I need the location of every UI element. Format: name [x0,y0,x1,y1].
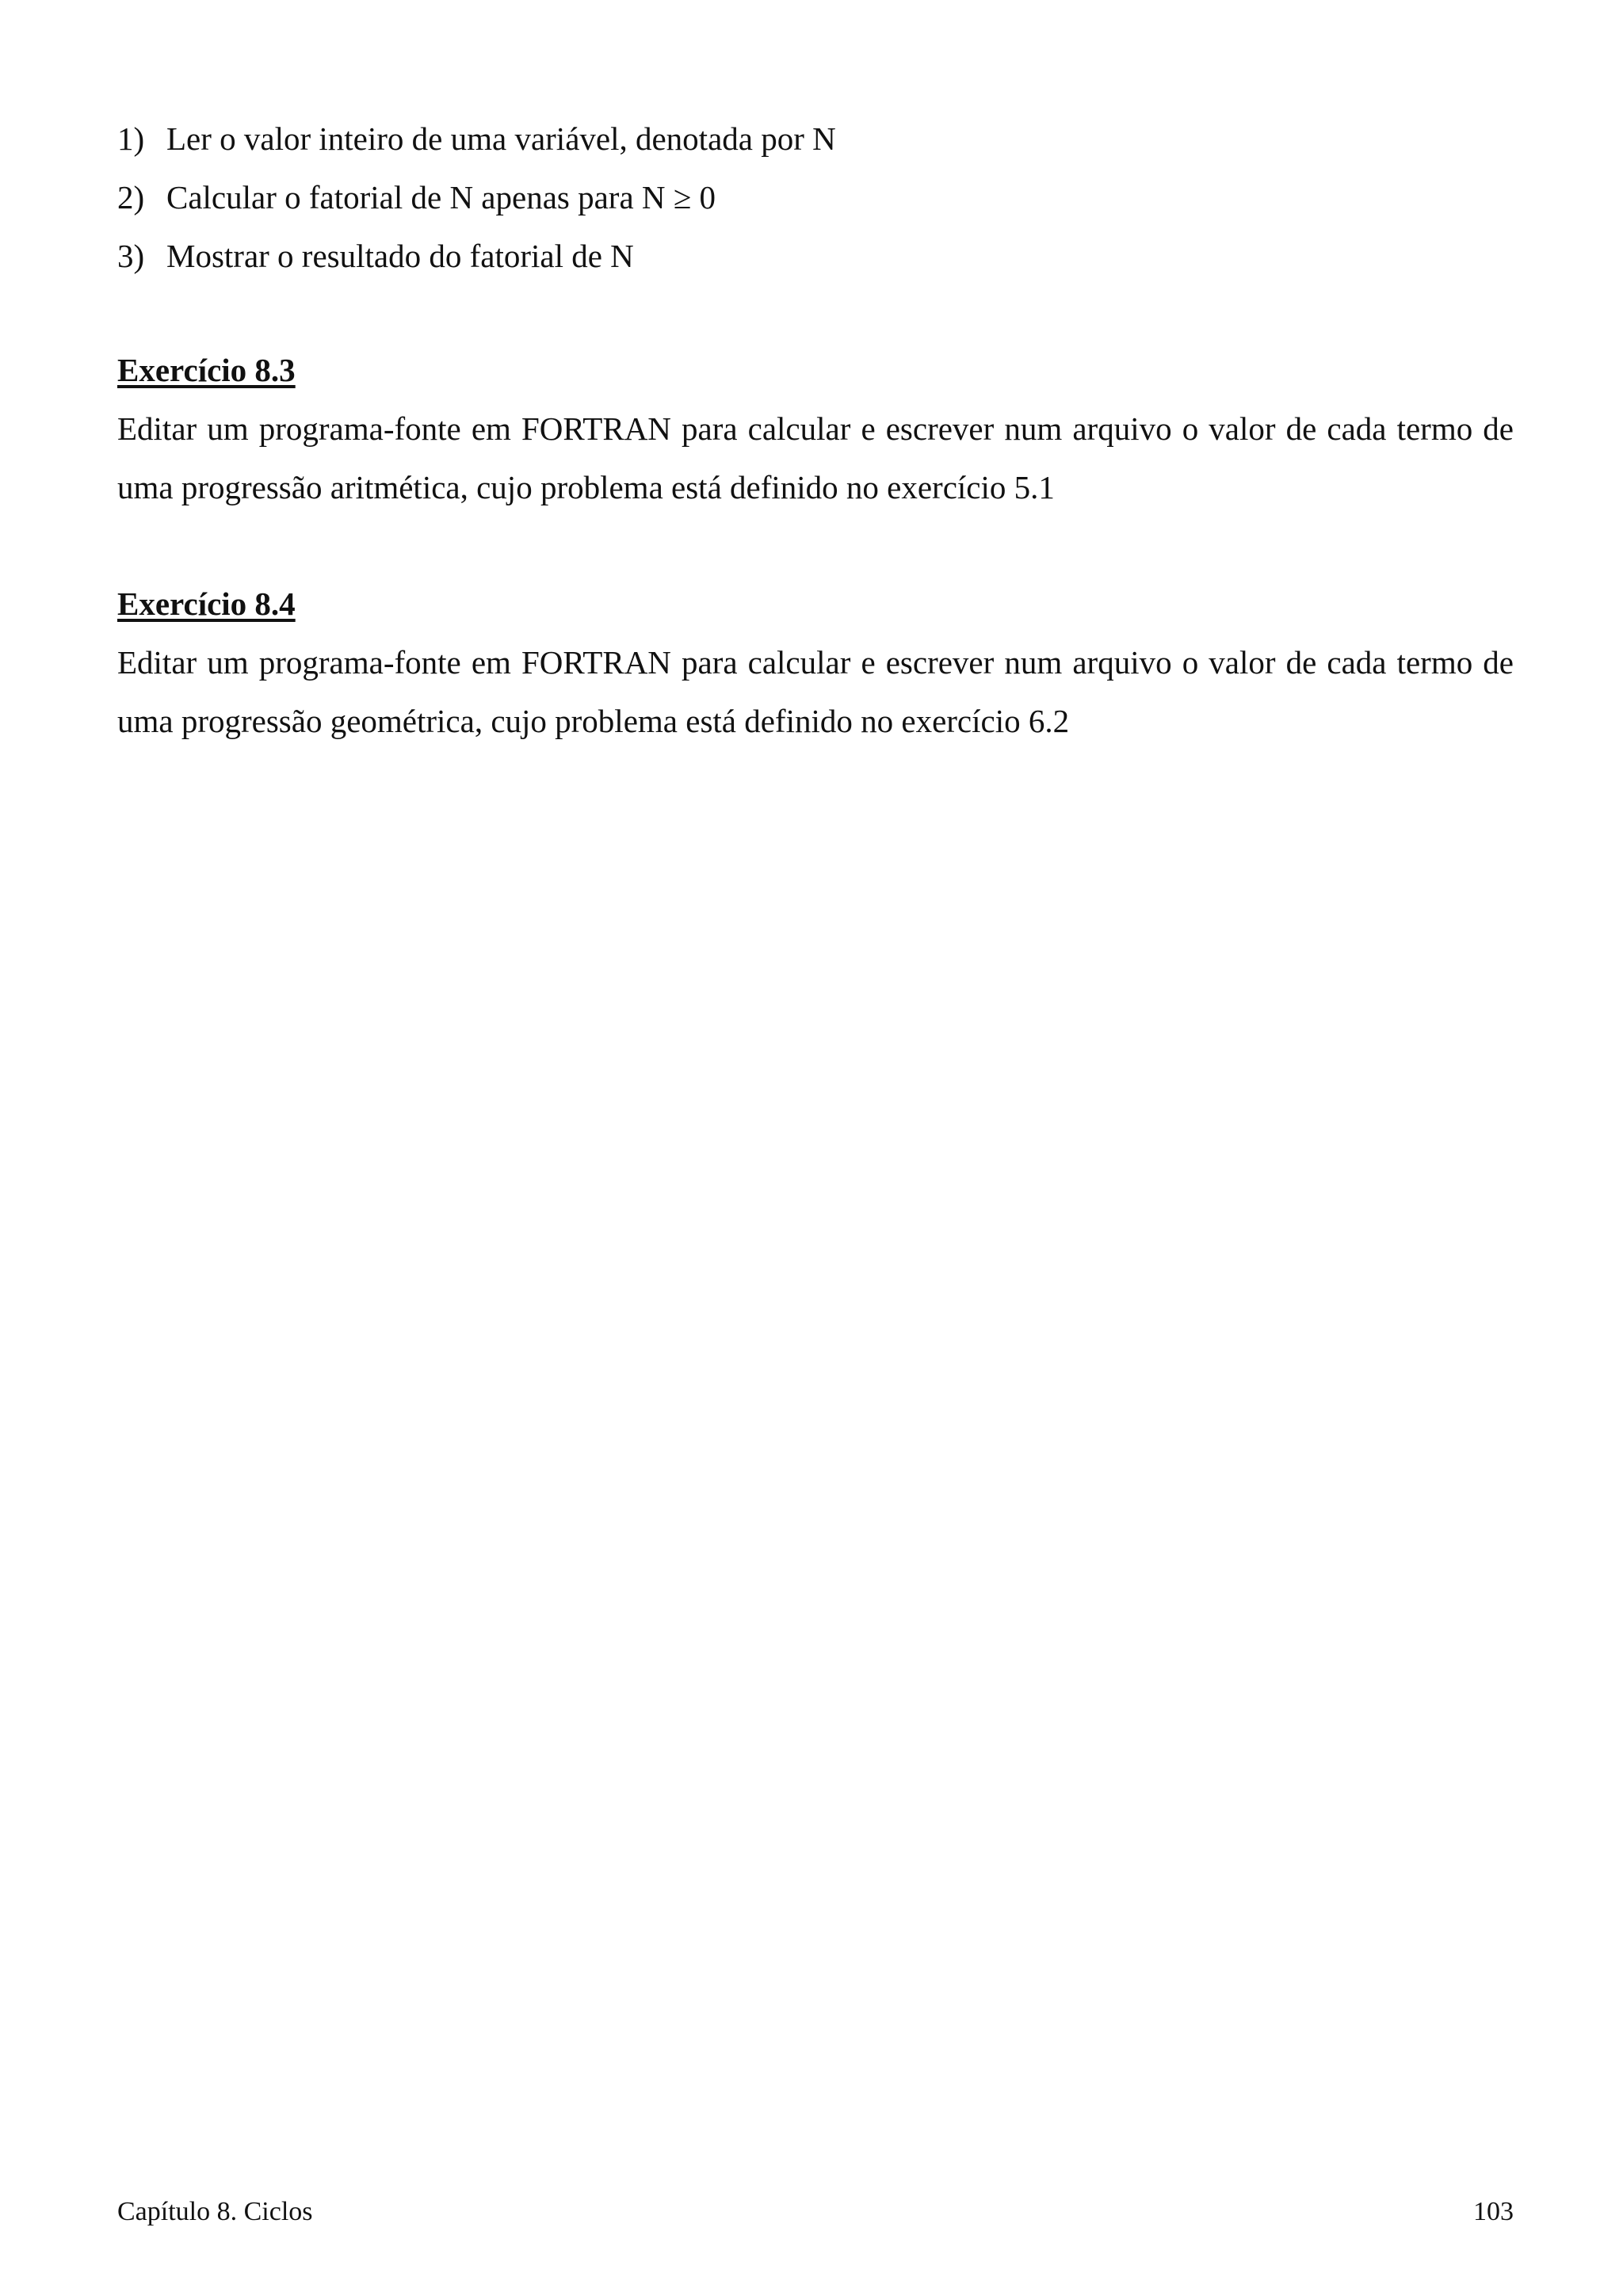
exercise-8-4-section [117,574,1514,750]
list-item [117,168,1514,227]
exercise-title: Exercício 8.3 [117,352,296,388]
exercise-description: Editar um programa-fonte em FORTRAN para calcular e escrever num arquivo o valor de cada termo de uma progressão aritmética, cujo problema está definido no exercício 5.1 [117,410,1514,505]
list-item-text: Ler o valor inteiro de uma variável, denotada por N [166,120,836,157]
list-item-number: 2) [117,179,145,215]
list-item-number: 3) [117,238,145,274]
exercise-description: Editar um programa-fonte em FORTRAN para calcular e escrever num arquivo o valor de cada termo de uma progressão geométrica, cujo problema está definido no exercício 6.2 [117,644,1514,739]
exercise-8-3-section [117,341,1514,517]
page-footer [117,2195,1514,2229]
exercise-title: Exercício 8.4 [117,585,296,622]
list-item [117,109,1514,168]
list-item-text: Calcular o fatorial de N apenas para N ≥ 0 [166,179,716,215]
page-content [117,109,1514,750]
list-item [117,227,1514,285]
list-item-text: Mostrar o resultado do fatorial de N [166,238,634,274]
list-item-number: 1) [117,120,145,157]
page-number: 103 [1473,2197,1514,2226]
chapter-label: Capítulo 8. Ciclos [117,2197,313,2226]
numbered-list [117,109,1514,285]
